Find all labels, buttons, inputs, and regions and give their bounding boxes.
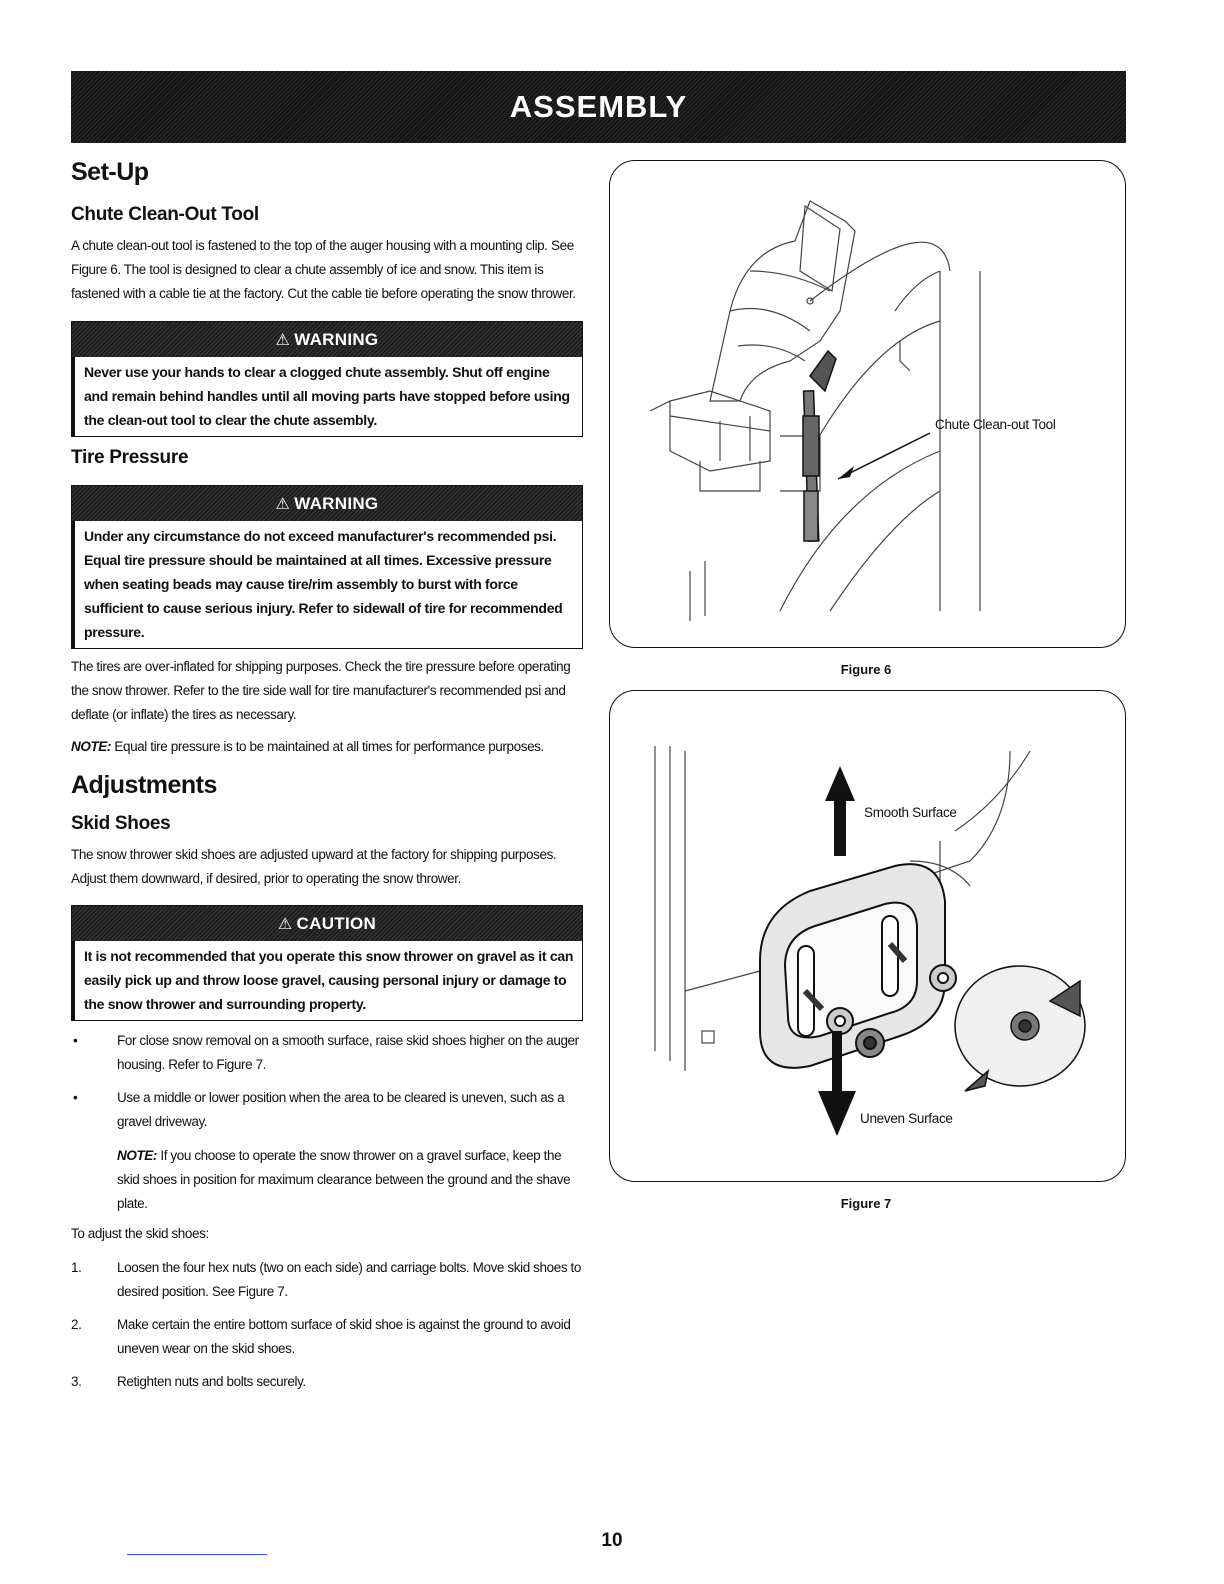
warning-triangle-icon: ⚠ bbox=[277, 915, 293, 933]
left-column bbox=[71, 150, 586, 1394]
caution-text: It is not recommended that you operate this snow thrower on gravel as it can easily pick up and throw loose gravel, causing personal injury or damage to the snow thrower and surrounding property. bbox=[71, 941, 582, 1020]
note-text: Equal tire pressure is to be maintained at all times for performance purposes. bbox=[111, 739, 544, 754]
banner-title: ASSEMBLY bbox=[509, 89, 688, 124]
warning-box-chute bbox=[71, 321, 583, 437]
footer-rule bbox=[127, 1554, 267, 1555]
bullet-marker: • bbox=[73, 1033, 78, 1048]
tire-note bbox=[71, 735, 586, 759]
caution-header bbox=[72, 906, 582, 941]
page-number: 10 bbox=[601, 1530, 623, 1551]
warning-label: WARNING bbox=[294, 493, 379, 513]
bullet-marker: • bbox=[73, 1090, 78, 1105]
bullet-text: For close snow removal on a smooth surface, raise skid shoes higher on the auger housing. Refer to Figure 7. bbox=[117, 1033, 579, 1072]
setup-heading: Set-Up bbox=[71, 158, 149, 186]
warning-box-tire bbox=[71, 485, 583, 649]
warning-triangle-icon: ⚠ bbox=[275, 495, 291, 513]
tire-heading: Tire Pressure bbox=[71, 447, 189, 468]
skid-heading: Skid Shoes bbox=[71, 813, 171, 834]
list-item bbox=[71, 1029, 586, 1077]
step-number: 2. bbox=[71, 1317, 82, 1332]
chute-illustration bbox=[610, 161, 1126, 648]
bullet-text: Use a middle or lower position when the area to be cleared is uneven, such as a gravel driveway. bbox=[117, 1090, 565, 1129]
list-item bbox=[71, 1370, 586, 1394]
steps-intro: To adjust the skid shoes: bbox=[71, 1226, 209, 1241]
step-text: Make certain the entire bottom surface of skid shoe is against the ground to avoid uneven wear on the skid shoes. bbox=[117, 1317, 571, 1356]
skid-body: The snow thrower skid shoes are adjusted upward at the factory for shipping purposes. Adjust them downward, if desired, prior to operating the snow thrower. bbox=[71, 847, 557, 886]
note-label: NOTE: bbox=[71, 739, 111, 754]
skid-shoe-illustration bbox=[610, 691, 1126, 1182]
figure-7-illustration bbox=[609, 690, 1126, 1182]
note-text: If you choose to operate the snow thrower on a gravel surface, keep the skid shoes in position for maximum clearance between the ground and the shave plate. bbox=[117, 1148, 571, 1211]
figure-6-illustration bbox=[609, 160, 1126, 648]
skid-note bbox=[71, 1144, 586, 1216]
warning-header bbox=[72, 322, 582, 357]
caution-box bbox=[71, 905, 583, 1021]
list-item bbox=[71, 1256, 586, 1304]
step-text: Loosen the four hex nuts (two on each side) and carriage bolts. Move skid shoes to desired position. See Figure 7. bbox=[117, 1260, 581, 1299]
list-item bbox=[71, 1313, 586, 1361]
warning-text: Under any circumstance do not exceed manufacturer's recommended psi. Equal tire pressure should be maintained at all times. Excessive pressure when seating beads may cause tire/rim assembly to burst with force sufficient to cause serious injury. Refer to sidewall of tire for recommended pressure. bbox=[71, 521, 582, 648]
figure-7-uneven-label: Uneven Surface bbox=[860, 1111, 953, 1126]
figure-6-label: Chute Clean-out Tool bbox=[935, 417, 1056, 432]
chute-heading: Chute Clean-Out Tool bbox=[71, 204, 259, 225]
warning-triangle-icon: ⚠ bbox=[275, 331, 291, 349]
warning-header bbox=[72, 486, 582, 521]
caution-label: CAUTION bbox=[296, 913, 377, 933]
figure-6-caption: Figure 6 bbox=[840, 662, 892, 677]
tire-body: The tires are over-inflated for shipping purposes. Check the tire pressure before operating the snow thrower. Refer to the tire side wall for tire manufacturer's recommended psi and deflate (or inflate) the tires as necessary. bbox=[71, 659, 571, 722]
step-text: Retighten nuts and bolts securely. bbox=[117, 1374, 306, 1389]
section-banner bbox=[71, 71, 1126, 143]
note-label: NOTE: bbox=[117, 1148, 157, 1163]
warning-text: Never use your hands to clear a clogged chute assembly. Shut off engine and remain behind handles until all moving parts have stopped before using the clean-out tool to clear the chute assembly. bbox=[71, 357, 582, 436]
figure-7-smooth-label: Smooth Surface bbox=[864, 805, 957, 820]
adjustments-heading: Adjustments bbox=[71, 771, 217, 799]
step-number: 1. bbox=[71, 1260, 82, 1275]
chute-body: A chute clean-out tool is fastened to the top of the auger housing with a mounting clip. See Figure 6. The tool is designed to clear a chute assembly of ice and snow. This item is fastened with a cable tie at the factory. Cut the cable tie before operating the snow thrower. bbox=[71, 238, 576, 301]
list-item bbox=[71, 1086, 586, 1134]
step-number: 3. bbox=[71, 1374, 82, 1389]
warning-label: WARNING bbox=[294, 329, 379, 349]
figure-7-caption: Figure 7 bbox=[840, 1196, 892, 1211]
